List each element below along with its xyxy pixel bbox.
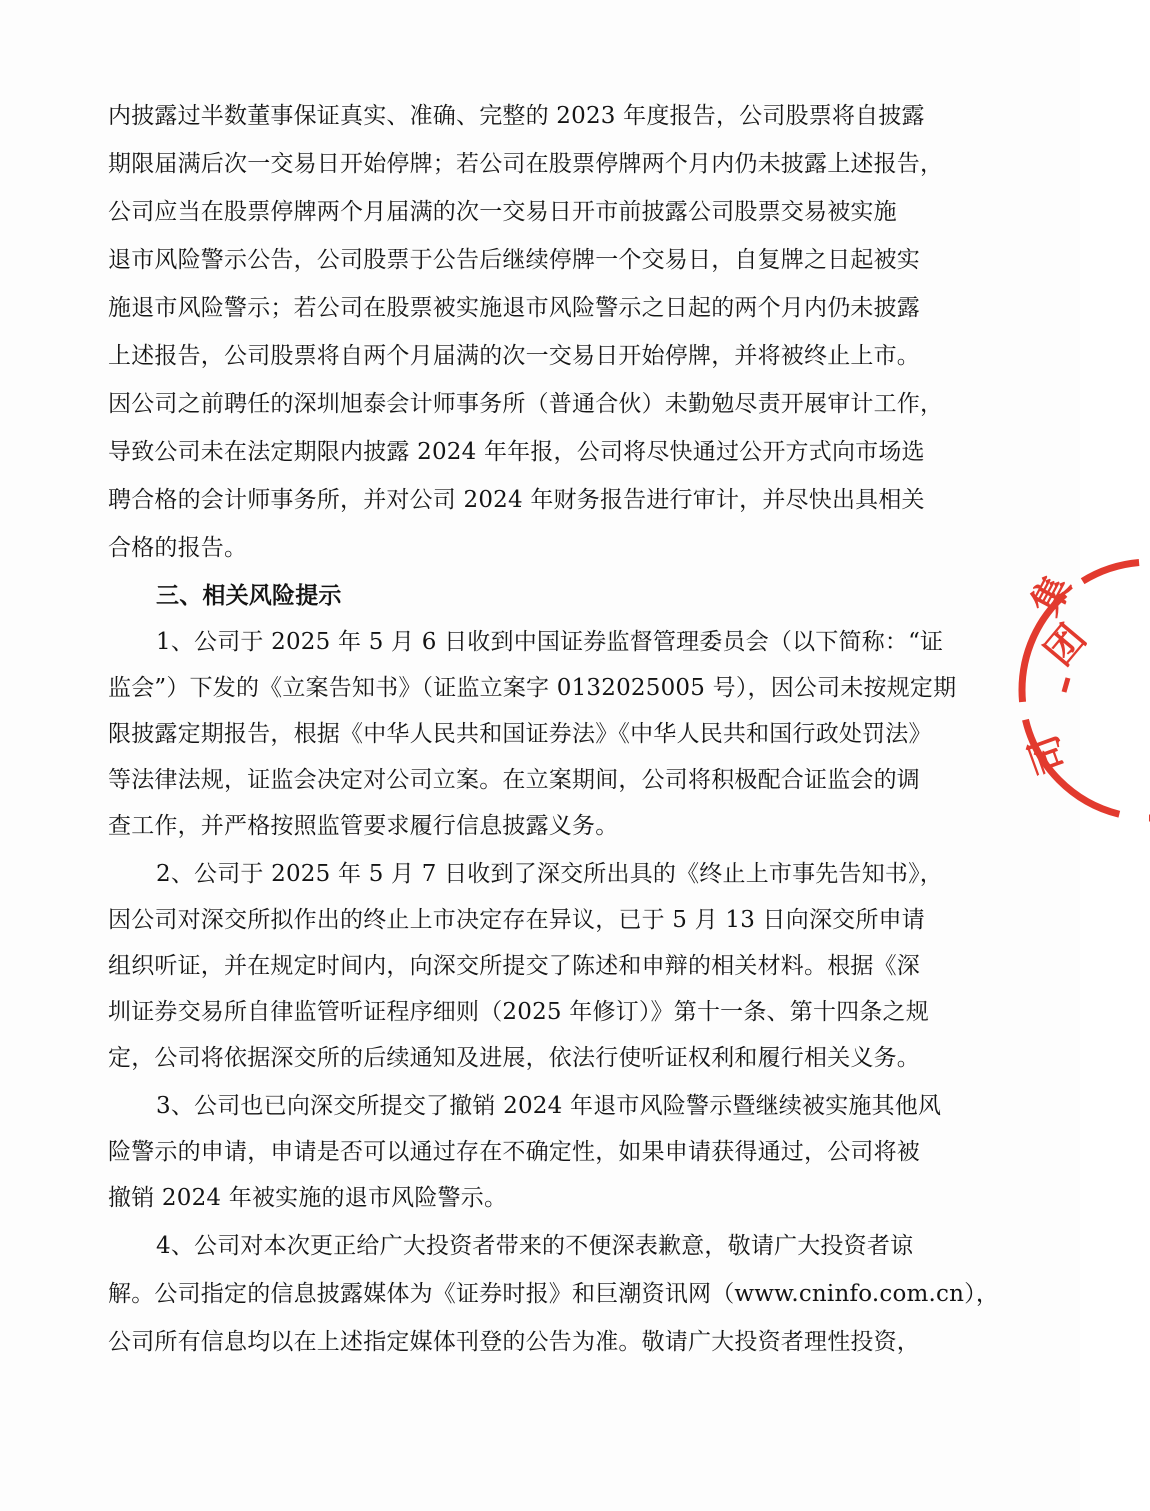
text-line: 组织听证，并在规定时间内，向深交所提交了陈述和申辩的相关材料。根据《深: [108, 953, 920, 979]
text-line: 4、公司对本次更正给广大投资者带来的不便深表歉意，敬请广大投资者谅: [156, 1233, 914, 1259]
text-line: 聘合格的会计师事务所，并对公司 2024 年财务报告进行审计，并尽快出具相关: [108, 487, 925, 513]
text-line: 撤销 2024 年被实施的退市风险警示。: [108, 1185, 508, 1211]
seal-glyph: 司: [1019, 729, 1075, 781]
text-line: 合格的报告。: [108, 535, 248, 561]
text-line: 险警示的申请，申请是否可以通过存在不确定性，如果申请获得通过，公司将被: [108, 1139, 920, 1165]
text-line: 1、公司于 2025 年 5 月 6 日收到中国证券监督管理委员会（以下简称：“证: [156, 629, 944, 655]
text-line: 3、公司也已向深交所提交了撤销 2024 年退市风险警示暨继续被实施其他风: [156, 1093, 942, 1119]
text-line: 公司应当在股票停牌两个月届满的次一交易日开市前披露公司股票交易被实施: [108, 199, 897, 225]
text-line: 因公司之前聘任的深圳旭泰会计师事务所（普通合伙）未勤勉尽责开展审计工作，: [108, 391, 944, 417]
text-line: 解。公司指定的信息披露媒体为《证券时报》和巨潮资讯网（www.cninfo.com.cn），: [108, 1281, 1000, 1307]
text-line: 内披露过半数董事保证真实、准确、完整的 2023 年度报告，公司股票将自披露: [108, 103, 925, 129]
seal-stamp-icon: [1010, 520, 1150, 840]
text-line: 限披露定期报告，根据《中华人民共和国证券法》《中华人民共和国行政处罚法》: [108, 721, 932, 747]
text-line: 导致公司未在法定期限内披露 2024 年年报，公司将尽快通过公开方式向市场选: [108, 439, 925, 465]
seal-glyph: 团: [1035, 615, 1095, 674]
seal-glyph: 集: [1022, 567, 1080, 623]
text-line: 因公司对深交所拟作出的终止上市决定存在异议，已于 5 月 13 日向深交所申请: [108, 907, 925, 933]
text-line: 2、公司于 2025 年 5 月 7 日收到了深交所出具的《终止上市事先告知书》，: [156, 861, 943, 887]
text-line: 查工作，并严格按照监管要求履行信息披露义务。: [108, 813, 619, 839]
text-line: 施退市风险警示；若公司在股票被实施退市风险警示之日起的两个月内仍未披露: [108, 295, 920, 321]
text-line: 公司所有信息均以在上述指定媒体刊登的公告为准。敬请广大投资者理性投资，: [108, 1329, 920, 1355]
text-line: 定，公司将依据深交所的后续通知及进展，依法行使听证权利和履行相关义务。: [108, 1045, 920, 1071]
text-line: 期限届满后次一交易日开始停牌；若公司在股票停牌两个月内仍未披露上述报告，: [108, 151, 944, 177]
text-line: 上述报告，公司股票将自两个月届满的次一交易日开始停牌，并将被终止上市。: [108, 343, 920, 369]
section-heading: 三、相关风险提示: [156, 582, 342, 609]
text-line: 退市风险警示公告，公司股票于公告后继续停牌一个交易日，自复牌之日起被实: [108, 247, 920, 273]
text-line: 圳证券交易所自律监管听证程序细则（2025 年修订）》第十一条、第十四条之规: [108, 999, 929, 1025]
company-seal: [1010, 520, 1150, 840]
text-line: 监会”）下发的《立案告知书》（证监立案字 0132025005 号），因公司未按规定期: [108, 675, 957, 701]
text-line: 等法律法规，证监会决定对公司立案。在立案期间，公司将积极配合证监会的调: [108, 767, 920, 793]
